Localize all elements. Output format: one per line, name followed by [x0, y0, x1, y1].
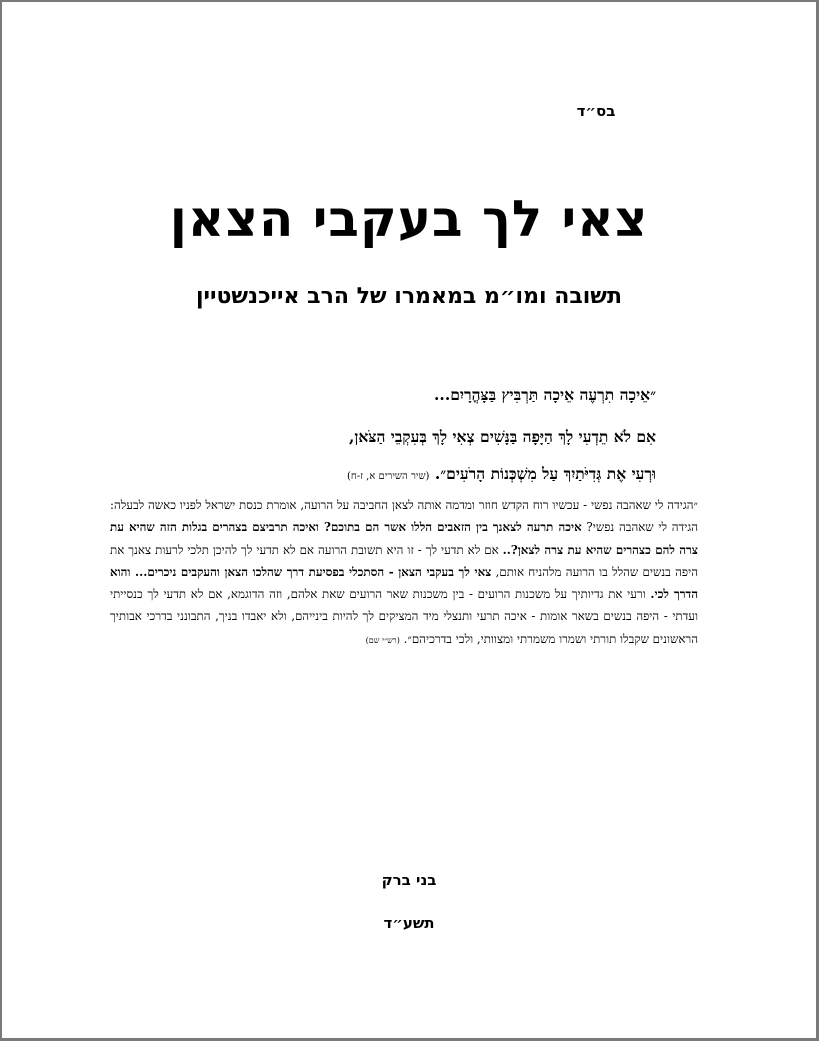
- commentary-text-2: אם לא תדעי לך - זו היא תשובת הרועה אם לא תדעי לך להיכן תלכי לרעות צאנך את היפה בנשים שהלל בו הרועה מלהניח אותם,: [110, 542, 698, 579]
- commentary-text-1: ״הגידה לי שאהבה נפשי - עכשיו רוח הקדש חוזר ומדמה אותה לצאן החביבה על הרועה, אומרת כנסת ישראל לפניו כאשה לבעלה: הגידה לי שאהבה נפשי?: [110, 498, 698, 535]
- page-subtitle: תשובה ומו״מ במאמרו של הרב אייכנשטיין: [195, 284, 623, 309]
- bsd-header: בס״ד: [576, 102, 616, 120]
- commentary-text-4: ורעי את גדיותיך על משכנות הרועים - בין משכנות שאר הרועים שאת אלהם, וזה הדוגמא, אם לא תדעי לך כנסייתי ועדתי - היפה בנשים בשאר אומות - איכה תרעי ותנצלי מיד המציקים לך להיות בינייהם, ולא יאבדו בניך, התבונני בדרכי אבותיך הראשונים שקבלו תורתי ושמרו משמרתי ומצוותי, ולכי בדרכיהם״.: [110, 587, 698, 646]
- commentary-source: (רש״י שם): [365, 635, 400, 645]
- verse-line-3-text: וּרְעִי אֶת גְּדִיֹּתַיִךְ עַל מִשְׁכְּנוֹת הָרֹעִים״.: [434, 464, 656, 483]
- publication-year: תשע״ד: [383, 914, 435, 932]
- verse-source: (שיר השירים א, ז-ח): [347, 471, 430, 482]
- commentary-bold-1: איכה תרעה לצאנך בין הזאבים הללו אשר הם בתוכם? ואיכה תרביצם בצהרים בגלות הזה שהיא עת צרה להם כצהרים שהיא עת צרה לצאן?..: [110, 520, 698, 557]
- verse-line-3: [152, 464, 656, 484]
- verse-line-1: ״אֵיכָה תִרְעֶה אֵיכָה תַּרְבִּיץ בַּצָּהֳרָיִם...: [434, 385, 656, 404]
- commentary-paragraph: [110, 494, 698, 652]
- commentary-bold-2: צאי לך בעקבי הצאן - הסתכלי בפסיעת דרך שהלכו הצאן והעקבים ניכרים...: [130, 564, 492, 579]
- verse-line-2: אִם לֹא תֵדְעִי לָךְ הַיָּפָה בַּנָּשִׁים צְאִי לָךְ בְּעִקְבֵי הַצֹּאן,: [349, 427, 656, 446]
- publication-place: בני ברק: [381, 871, 437, 889]
- commentary-text-3: והוא הדרך לכי.: [110, 564, 698, 602]
- page-title: צאי לך בעקבי הצאן: [169, 190, 649, 248]
